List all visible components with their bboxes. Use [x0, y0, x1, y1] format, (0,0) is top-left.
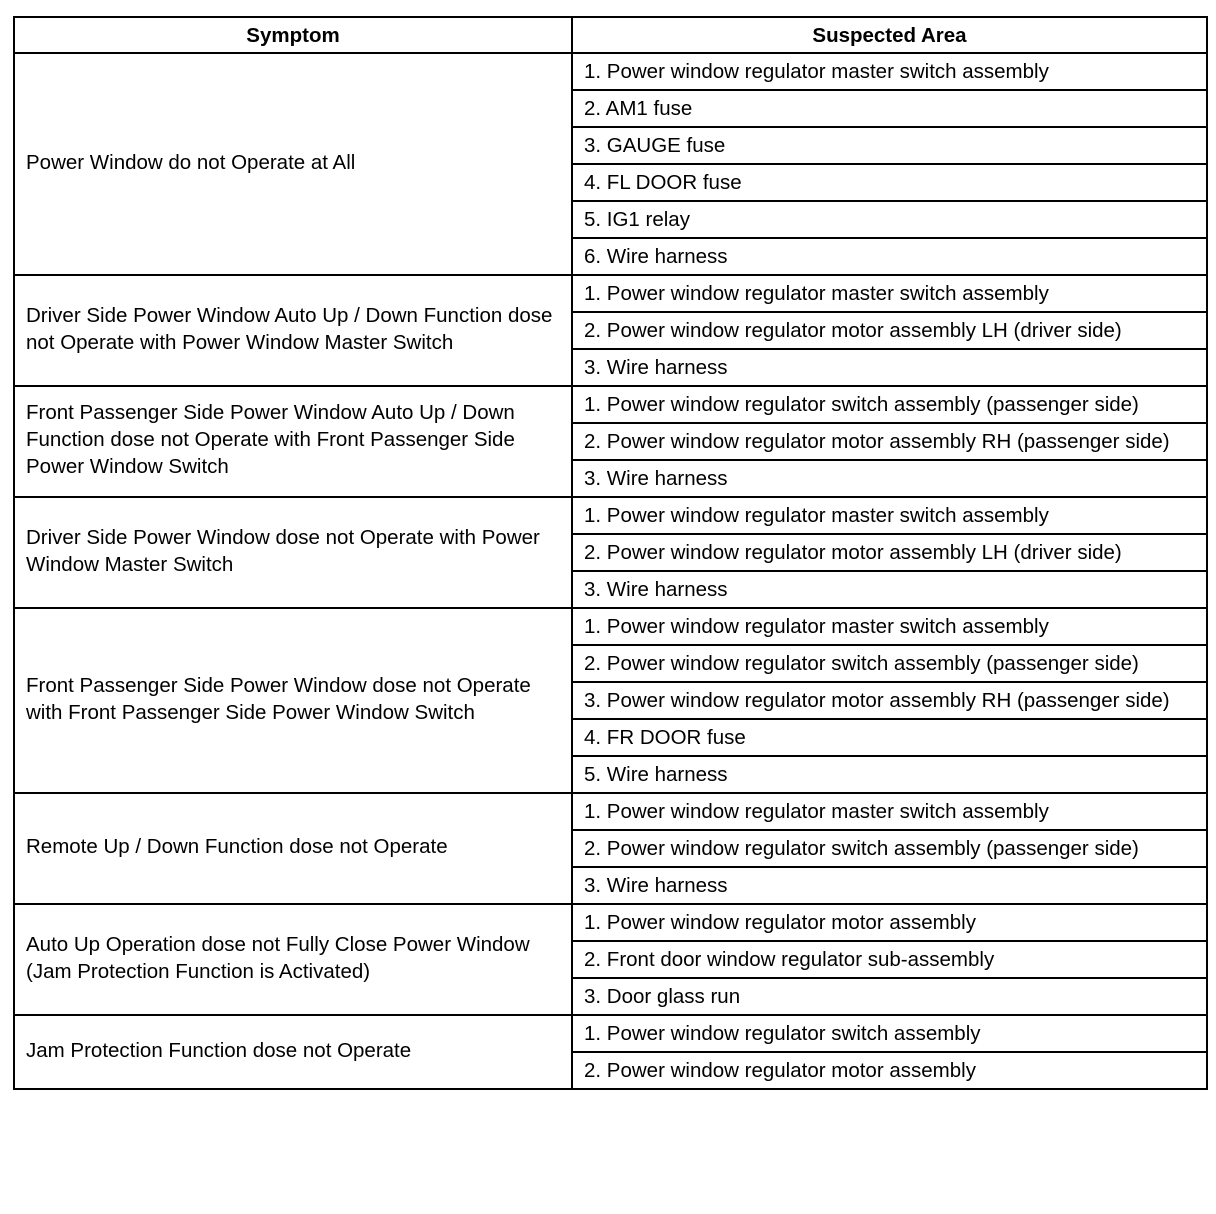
suspected-area-header: Suspected Area — [572, 17, 1207, 53]
suspected-area-cell: 6. Wire harness — [572, 238, 1207, 275]
suspected-area-cell: 1. Power window regulator switch assembly — [572, 1015, 1207, 1052]
suspected-area-cell: 2. Power window regulator switch assembly (passenger side) — [572, 830, 1207, 867]
suspected-area-cell: 1. Power window regulator master switch assembly — [572, 275, 1207, 312]
suspected-area-cell: 1. Power window regulator master switch assembly — [572, 608, 1207, 645]
suspected-area-cell: 3. Wire harness — [572, 867, 1207, 904]
symptom-cell: Driver Side Power Window Auto Up / Down Function dose not Operate with Power Window Master Switch — [14, 275, 572, 386]
suspected-area-cell: 5. Wire harness — [572, 756, 1207, 793]
symptom-cell: Power Window do not Operate at All — [14, 53, 572, 275]
suspected-area-cell: 2. Power window regulator motor assembly RH (passenger side) — [572, 423, 1207, 460]
suspected-area-cell: 3. Door glass run — [572, 978, 1207, 1015]
symptom-cell: Remote Up / Down Function dose not Operate — [14, 793, 572, 904]
symptom-header: Symptom — [14, 17, 572, 53]
suspected-area-cell: 2. Front door window regulator sub-assembly — [572, 941, 1207, 978]
suspected-area-cell: 1. Power window regulator switch assembly (passenger side) — [572, 386, 1207, 423]
suspected-area-cell: 3. Wire harness — [572, 571, 1207, 608]
suspected-area-cell: 2. Power window regulator motor assembly LH (driver side) — [572, 312, 1207, 349]
header-row — [14, 17, 1207, 53]
symptom-cell: Jam Protection Function dose not Operate — [14, 1015, 572, 1089]
suspected-area-cell: 2. Power window regulator motor assembly — [572, 1052, 1207, 1089]
table-row — [14, 497, 1207, 534]
suspected-area-cell: 1. Power window regulator master switch assembly — [572, 53, 1207, 90]
suspected-area-cell: 1. Power window regulator motor assembly — [572, 904, 1207, 941]
symptom-cell: Auto Up Operation dose not Fully Close Power Window (Jam Protection Function is Activated) — [14, 904, 572, 1015]
suspected-area-cell: 3. Wire harness — [572, 460, 1207, 497]
table-row — [14, 386, 1207, 423]
suspected-area-cell: 2. AM1 fuse — [572, 90, 1207, 127]
table-row — [14, 275, 1207, 312]
suspected-area-cell: 3. Power window regulator motor assembly RH (passenger side) — [572, 682, 1207, 719]
suspected-area-cell: 3. Wire harness — [572, 349, 1207, 386]
table-row — [14, 608, 1207, 645]
troubleshooting-table — [13, 16, 1208, 1090]
suspected-area-cell: 3. GAUGE fuse — [572, 127, 1207, 164]
table-row — [14, 1015, 1207, 1052]
table-row — [14, 793, 1207, 830]
suspected-area-cell: 1. Power window regulator master switch assembly — [572, 793, 1207, 830]
suspected-area-cell: 4. FR DOOR fuse — [572, 719, 1207, 756]
symptom-cell: Front Passenger Side Power Window Auto Up / Down Function dose not Operate with Front Passenger Side Power Window Switch — [14, 386, 572, 497]
table-row — [14, 904, 1207, 941]
symptom-cell: Front Passenger Side Power Window dose not Operate with Front Passenger Side Power Window Switch — [14, 608, 572, 793]
suspected-area-cell: 1. Power window regulator master switch assembly — [572, 497, 1207, 534]
suspected-area-cell: 2. Power window regulator switch assembly (passenger side) — [572, 645, 1207, 682]
suspected-area-cell: 4. FL DOOR fuse — [572, 164, 1207, 201]
table-row — [14, 53, 1207, 90]
table-body — [14, 53, 1207, 1089]
suspected-area-cell: 5. IG1 relay — [572, 201, 1207, 238]
symptom-cell: Driver Side Power Window dose not Operate with Power Window Master Switch — [14, 497, 572, 608]
suspected-area-cell: 2. Power window regulator motor assembly LH (driver side) — [572, 534, 1207, 571]
